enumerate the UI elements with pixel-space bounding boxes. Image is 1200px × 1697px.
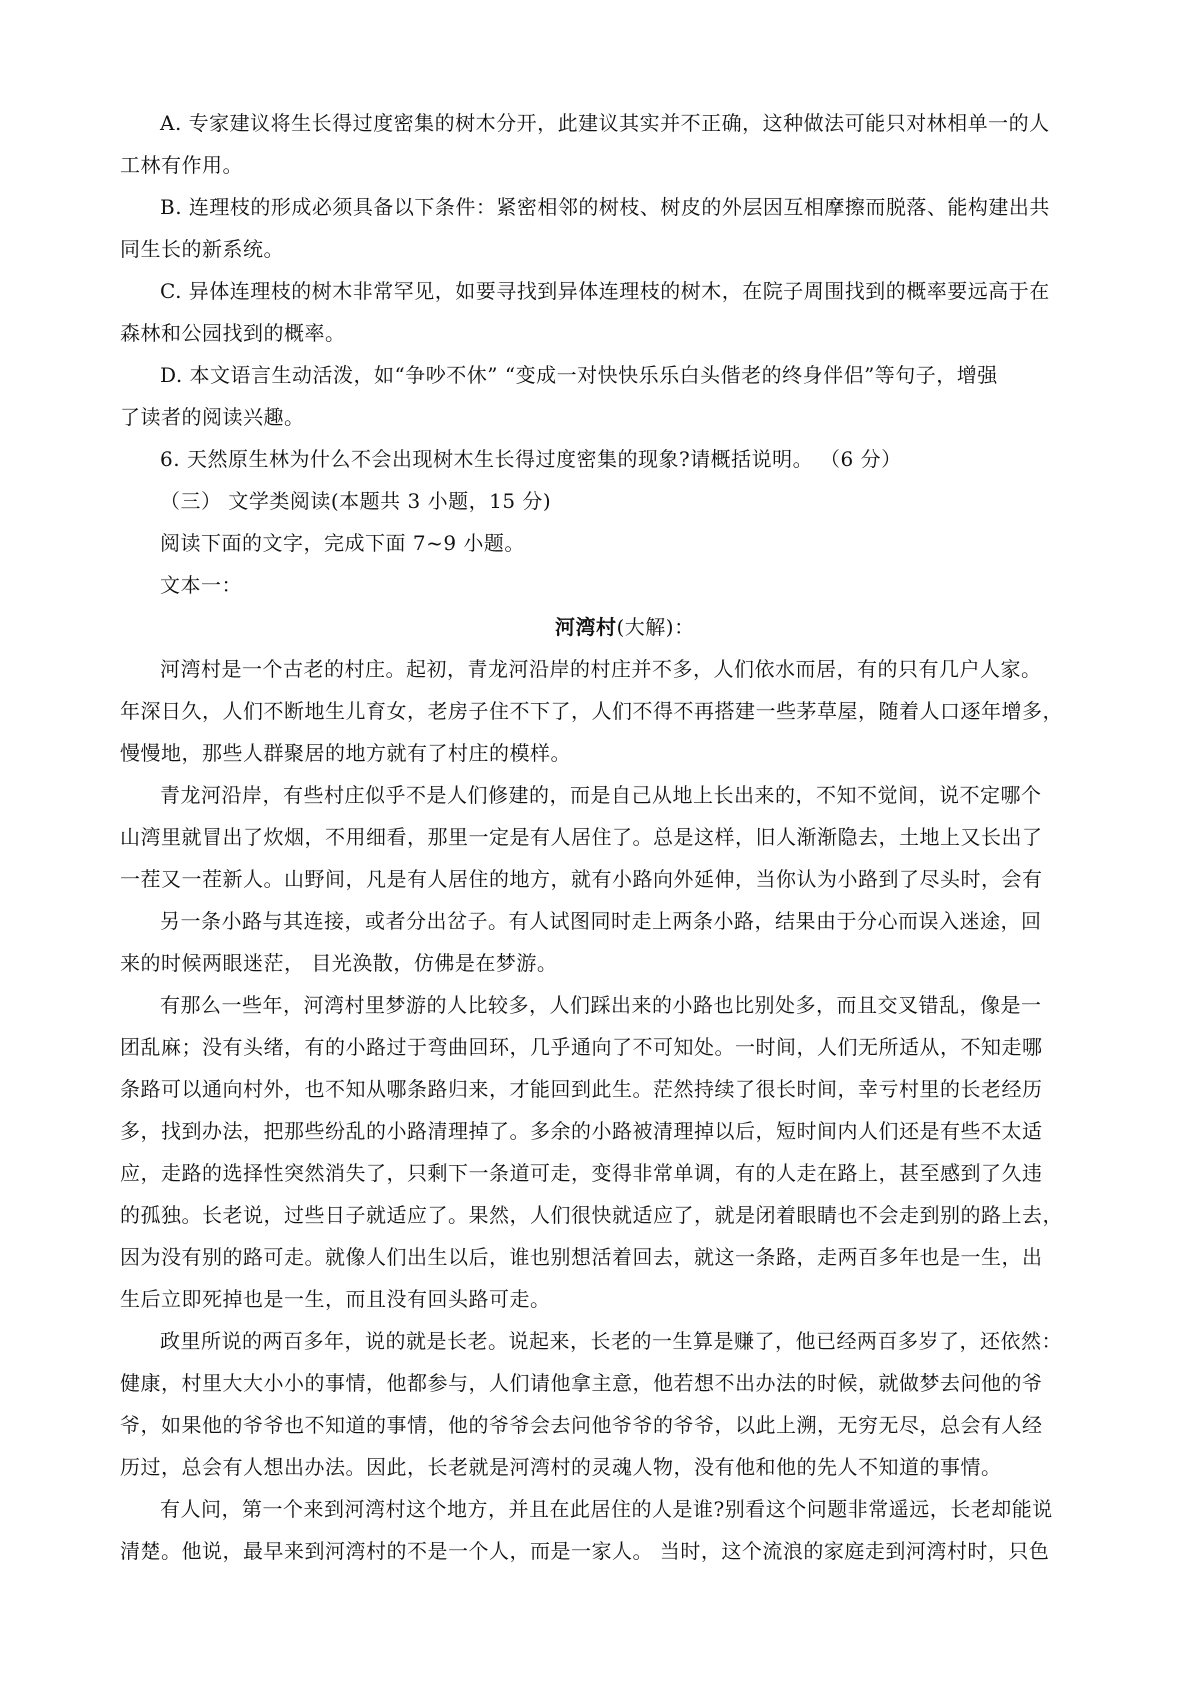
section-header: （三） 文学类阅读(本题共 3 小题，15 分) xyxy=(160,489,552,513)
story-p4-line-7: 因为没有别的路可走。就像人们出生以后，谁也别想活着回去，就这一条路，走两百多年也是一生，出 xyxy=(120,1245,1043,1269)
story-p5-line-4: 历过，总会有人想出办法。因此，长老就是河湾村的灵魂人物，没有他和他的先人不知道的事情。 xyxy=(120,1455,1002,1479)
story-title-author: (大解)： xyxy=(616,615,695,639)
story-p2-line-3: 一茬又一茬新人。山野间，凡是有人居住的地方，就有小路向外延伸，当你认为小路到了尽头时，会有 xyxy=(120,867,1043,891)
story-p4-line-8: 生后立即死掉也是一生，而且没有回头路可走。 xyxy=(120,1287,551,1311)
story-p1-line-2: 年深日久，人们不断地生儿育女，老房子住不下了，人们不得不再搭建一些茅草屋，随着人口逐年增多， xyxy=(120,699,1063,723)
question-6: 6. 天然原生林为什么不会出现树木生长得过度密集的现象?请概括说明。 （6 分） xyxy=(160,447,902,471)
option-d-line-1: D. 本文语言生动活泼，如“争吵不休” “变成一对快快乐乐白头偕老的终身伴侣”等句子，增强 xyxy=(160,363,998,387)
option-c-line-1: C. 异体连理枝的树木非常罕见，如要寻找到异体连理枝的树木，在院子周围找到的概率要远高于在 xyxy=(160,279,1050,303)
option-d-line-2: 了读者的阅读兴趣。 xyxy=(120,405,305,429)
story-p5-line-1: 政里所说的两百多年，说的就是长老。说起来，长老的一生算是赚了，他已经两百多岁了，还依然： xyxy=(160,1329,1062,1353)
option-c-line-2: 森林和公园找到的概率。 xyxy=(120,321,346,345)
story-title-main: 河湾村 xyxy=(555,615,617,639)
story-p4-line-3: 条路可以通向村外，也不知从哪条路归来，才能回到此生。茫然持续了很长时间，幸亏村里的长老经历 xyxy=(120,1077,1043,1101)
story-p4-line-4: 多，找到办法，把那些纷乱的小路清理掉了。多余的小路被清理掉以后，短时间内人们还是有些不太适 xyxy=(120,1119,1043,1143)
option-a-line-1: A. 专家建议将生长得过度密集的树木分开，此建议其实并不正确，这种做法可能只对林相单一的人 xyxy=(160,111,1050,135)
story-p5-line-3: 爷，如果他的爷爷也不知道的事情，他的爷爷会去问他爷爷的爷爷，以此上溯，无穷无尽，总会有人经 xyxy=(120,1413,1043,1437)
story-p2-line-1: 青龙河沿岸，有些村庄似乎不是人们修建的，而是自己从地上长出来的，不知不觉间，说不定哪个 xyxy=(160,783,1042,807)
option-b-line-1: B. 连理枝的形成必须具备以下条件：紧密相邻的树枝、树皮的外层因互相摩擦而脱落、能构建出共 xyxy=(160,195,1050,219)
section-instruction: 阅读下面的文字，完成下面 7~9 小题。 xyxy=(160,531,525,555)
story-p1-line-1: 河湾村是一个古老的村庄。起初，青龙河沿岸的村庄并不多，人们依水而居，有的只有几户人家。 xyxy=(160,657,1042,681)
story-p4-line-1: 有那么一些年，河湾村里梦游的人比较多，人们踩出来的小路也比别处多，而且交叉错乱，像是一 xyxy=(160,993,1042,1017)
story-title xyxy=(555,615,695,639)
story-p4-line-5: 应，走路的选择性突然消失了，只剩下一条道可走，变得非常单调，有的人走在路上，甚至感到了久违 xyxy=(120,1161,1043,1185)
story-p6-line-2: 清楚。他说，最早来到河湾村的不是一个人，而是一家人。 当时，这个流浪的家庭走到河湾村时，只色 xyxy=(120,1539,1050,1563)
option-a-line-2: 工林有作用。 xyxy=(120,153,243,177)
option-b-line-2: 同生长的新系统。 xyxy=(120,237,284,261)
story-p2-line-2: 山湾里就冒出了炊烟，不用细看，那里一定是有人居住了。总是这样，旧人渐渐隐去，土地上又长出了 xyxy=(120,825,1043,849)
story-p4-line-6: 的孤独。长老说，过些日子就适应了。果然，人们很快就适应了，就是闭着眼睛也不会走到别的路上去， xyxy=(120,1203,1063,1227)
story-p5-line-2: 健康，村里大大小小的事情，他都参与，人们请他拿主意，他若想不出办法的时候，就做梦去问他的爷 xyxy=(120,1371,1043,1395)
story-p1-line-3: 慢慢地，那些人群聚居的地方就有了村庄的模样。 xyxy=(120,741,571,765)
text-label: 文本一： xyxy=(160,573,242,597)
story-p3-line-2: 来的时候两眼迷茫， 目光涣散，仿佛是在梦游。 xyxy=(120,951,558,975)
story-p4-line-2: 团乱麻；没有头绪，有的小路过于弯曲回环，几乎通向了不可知处。一时间，人们无所适从，不知走哪 xyxy=(120,1035,1043,1059)
story-p3-line-1: 另一条小路与其连接，或者分出岔子。有人试图同时走上两条小路，结果由于分心而误入迷途，回 xyxy=(160,909,1042,933)
story-p6-line-1: 有人问，第一个来到河湾村这个地方，并且在此居住的人是谁?别看这个问题非常遥远，长老却能说 xyxy=(160,1497,1053,1521)
